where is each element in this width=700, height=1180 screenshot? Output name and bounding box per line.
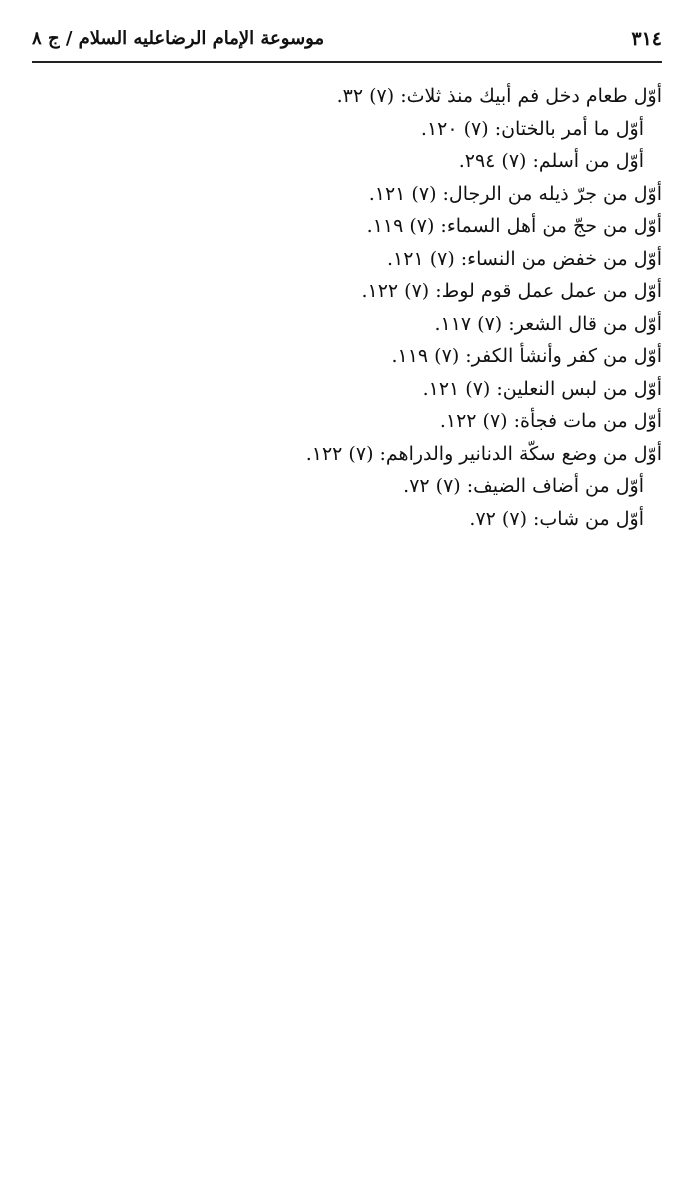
index-entry: أوّل من خفض من النساء: (٧) ١٢١.: [386, 247, 662, 270]
index-entry: أوّل من جرّ ذيله من الرجال: (٧) ١٢١.: [368, 182, 662, 205]
index-entry: أوّل من لبس النعلين: (٧) ١٢١.: [422, 377, 662, 400]
index-list: [32, 80, 662, 535]
index-entry: أوّل من وضع سكّة الدنانير والدراهم: (٧) ١٢٢.: [305, 442, 662, 465]
index-entry: أوّل من حجّ من أهل السماء: (٧) ١١٩.: [366, 215, 662, 237]
index-entry: أوّل من قال الشعر: (٧) ١١٧.: [434, 312, 662, 335]
index-entry: أوّل من شاب: (٧) ٧٢.: [469, 507, 644, 530]
header-divider: [32, 61, 662, 63]
index-entry: أوّل من كفر وأنشأ الكفر: (٧) ١١٩.: [391, 345, 662, 367]
index-entry: أوّل ما أمر بالختان: (٧) ١٢٠.: [420, 117, 644, 140]
index-entry: أوّل من أسلم: (٧) ٢٩٤.: [458, 150, 644, 172]
index-entry: أوّل من مات فجأة: (٧) ١٢٢.: [439, 410, 662, 432]
index-entry: أوّل من أضاف الضيف: (٧) ٧٢.: [403, 475, 644, 497]
index-entry: أوّل من عمل عمل قوم لوط: (٧) ١٢٢.: [361, 280, 662, 302]
page-header: [32, 22, 662, 56]
index-entry: أوّل طعام دخل فم أبيك منذ ثلاث: (٧) ٣٢.: [336, 85, 662, 107]
running-title: موسوعة الإمام الرضاعليه السلام / ج ٨: [32, 28, 325, 49]
page-number: ٣١٤: [631, 28, 662, 50]
